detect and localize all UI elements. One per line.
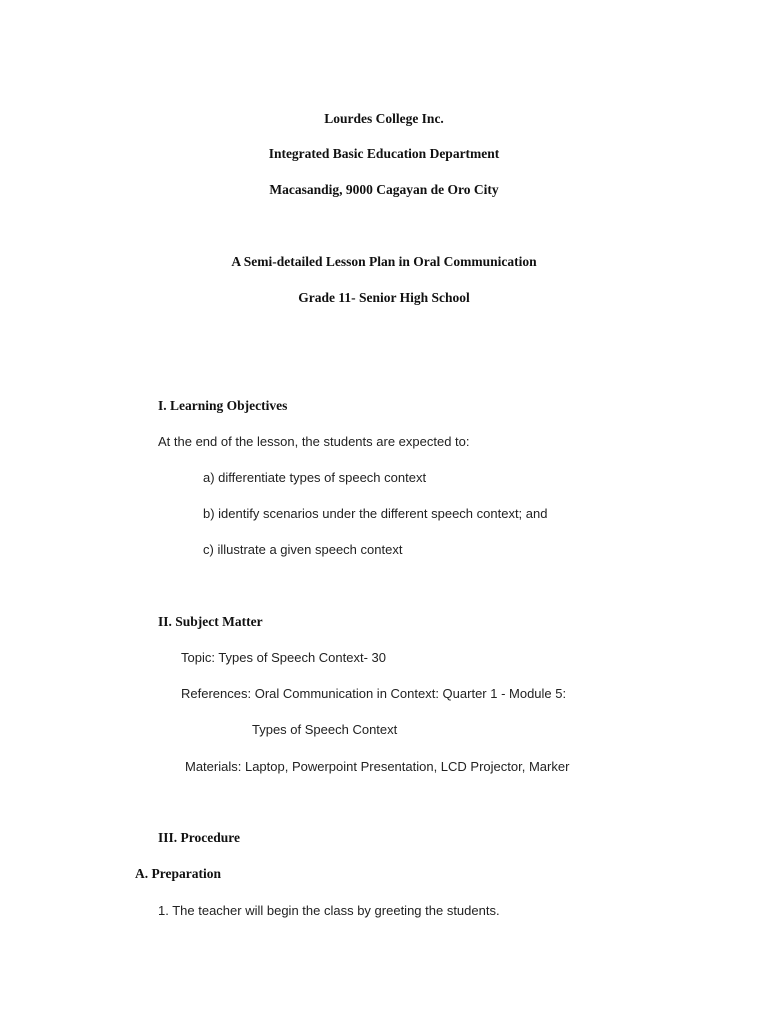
subject-references-continued: Types of Speech Context [252, 722, 398, 737]
preparation-heading: A. Preparation [135, 866, 221, 881]
school-name: Lourdes College Inc. [324, 111, 444, 126]
school-address: Macasandig, 9000 Cagayan de Oro City [269, 182, 499, 197]
subject-topic: Topic: Types of Speech Context- 30 [181, 650, 386, 665]
subject-references: References: Oral Communication in Context: Quarter 1 - Module 5: [181, 686, 567, 701]
lesson-plan-title: A Semi-detailed Lesson Plan in Oral Communication [231, 254, 537, 269]
objective-item: a) differentiate types of speech context [203, 470, 427, 485]
department-name: Integrated Basic Education Department [268, 146, 500, 161]
objective-item: c) illustrate a given speech context [203, 542, 403, 557]
objectives-intro: At the end of the lesson, the students are expected to: [158, 434, 470, 449]
objectives-heading: I. Learning Objectives [158, 398, 288, 413]
subject-materials: Materials: Laptop, Powerpoint Presentation, LCD Projector, Marker [185, 759, 570, 774]
objective-item: b) identify scenarios under the different speech context; and [203, 506, 548, 521]
grade-level: Grade 11- Senior High School [298, 290, 470, 305]
procedure-step: 1. The teacher will begin the class by greeting the students. [158, 903, 500, 918]
subject-matter-heading: II. Subject Matter [158, 614, 263, 629]
procedure-heading: III. Procedure [158, 830, 240, 845]
